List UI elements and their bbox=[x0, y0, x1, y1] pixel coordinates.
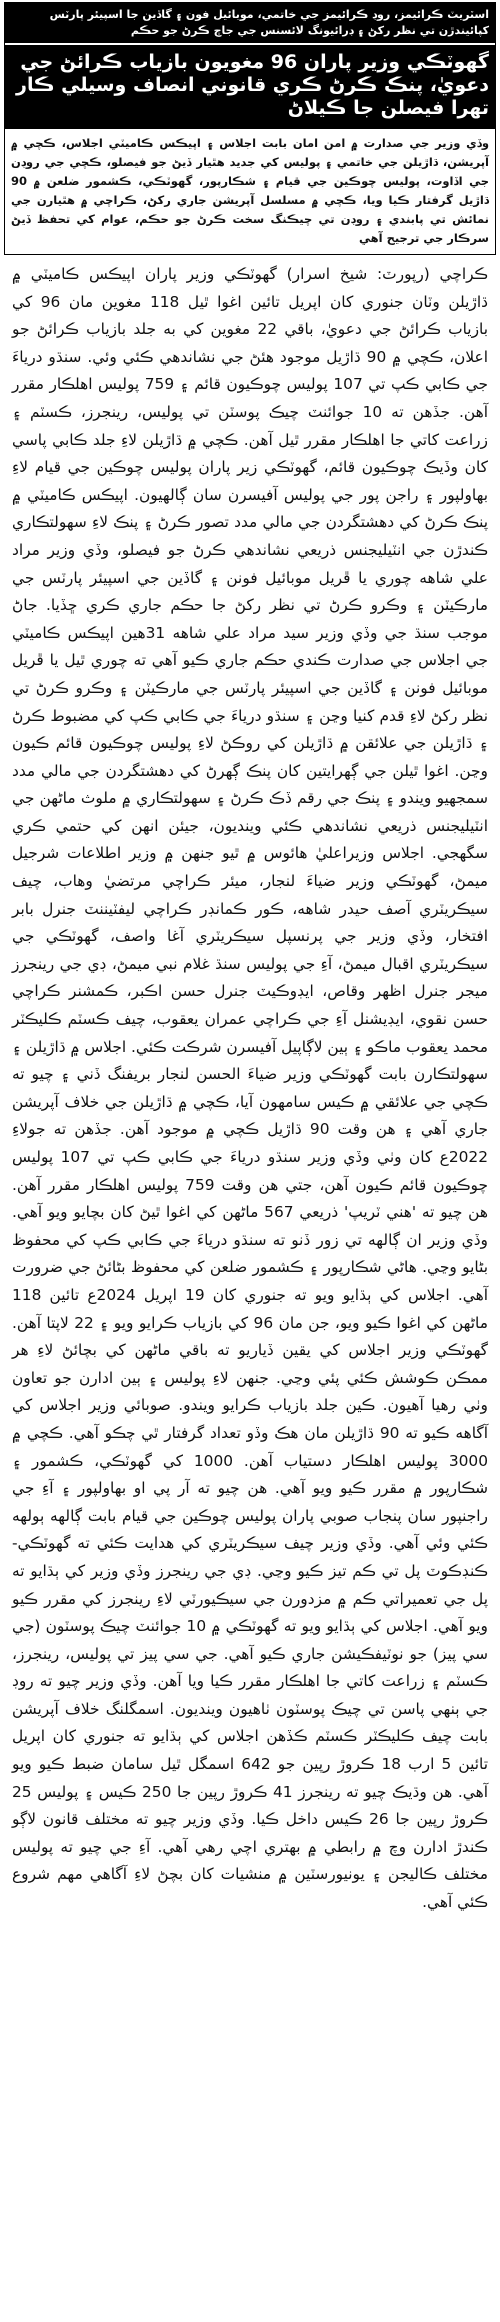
article-body bbox=[4, 255, 496, 1917]
article-header bbox=[4, 2, 496, 255]
article-headline: گهوٽڪي وزير پاران 96 مغويون بازياب ڪرائڻ جي دعويٰ، پنڪ ڪرڻ ڪري قانوني انصاف وسيلي ڪار تهرا فيصلن جا ڪيلاڻ bbox=[5, 43, 495, 127]
article-kicker: اسٽريٽ ڪرائيمز، روڊ ڪرائيمز جي خاتمي، موبائيل فون ۽ گاڏين جا اسپيئر پارٽس کپائيندڙن تي نظر رکڻ ۽ ڊرائيونگ لائسنس جي جاچ ڪرڻ جو حڪم bbox=[5, 3, 495, 43]
article-paragraph: ڪراچي (رپورٽ: شيخ اسرار) گهوٽڪي وزير پاران اپيڪس ڪاميٽي ۾ ڌاڙيلن وٽان جنوري کان اپريل تائين اغوا ٿيل 118 مغوين مان 96 کي بازياب ڪرائڻ جي دعويٰ، باقي 22 مغوين کي به جلد بازياب ڪرائڻ جو اعلان، ڪچي ۾ 90 ڌاڙيل موجود هئڻ جي نشاندهي ڪئي وئي. سنڌو درياءَ جي ڪابي ڪپ تي 107 پوليس چوڪيون قائم ۽ 759 پوليس اهلڪار مقرر آهن. جڏهن ته 10 جوائنٽ چيڪ پوسٽن تي پوليس، رينجرز، ڪسٽم ۽ زراعت کاتي جا اهلڪار مقرر ٿيل آهن. ڪچي ۾ ڌاڙيلن لاءِ جلد ڪابي پاسي کان وڏيڪ چوڪيون قائم، گهوٽڪي زير پاران پوليس چوڪين جي قيام لاءِ بهاولپور ۽ راجن پور جي پوليس آفيسرن سان ڳالهيون. اپيڪس ڪاميٽي ۾ پنڪ ڪرڻ کي دهشتگردن جي مالي مدد تصور ڪرڻ ۽ پنڪ لاءِ سهولتڪاري ڪندڙن جي انٽيليجنس ذريعي نشاندهي ڪرڻ جو فيصلو، وڏي وزير مراد علي شاهه چوري يا ڦريل موبائيل فونن ۽ گاڏين جي اسپيئر پارٽس جي مارڪيٽن ۽ وڪرو ڪرڻ تي نظر رکڻ جا حڪم جاري ڪري ڇڏيا. جاڻ موجب سنڌ جي وڏي وزير سيد مراد علي شاهه 31هين اپيڪس ڪاميٽي جي اجلاس جي صدارت ڪندي حڪم جاري ڪيو آهي ته چوري ٿيل يا ڦريل موبائيل فونن ۽ گاڏين جي اسپيئر پارٽس جي مارڪيٽن ۽ وڪرو ڪرڻ تي نظر رکڻ لاءِ قدم کنيا وڃن ۽ سنڌو درياءَ جي ڪابي ڪپ کي مضبوط ڪرڻ ۽ ڌاڙيلن جي علائقن ۾ ڌاڙيلن کي روڪڻ لاءِ پوليس چوڪيون قائم ڪيون وڃن. اغوا ٿيلن جي ڳهرايتين کان پنڪ ڳهرڻ کي دهشتگردن جي مالي مدد سمجهيو ويندو ۽ پنڪ جي رقم ڏڪ ڪرڻ ۽ سهولتڪاري ۾ ملوث ماڻهن جي انٽيليجنس ذريعي نشاندهي ڪئي وينديون، جيئن انهن کي حتمي ڪري سگهجي. اجلاس وزيراعليٰ هائوس ۾ ٿيو جنهن ۾ وزير اطلاعات شرجيل ميمڻ، گهوٽڪي وزير ضياءَ لنجار، ميئر ڪراچي مرتضيٰ وهاب، چيف سيڪريٽري آصف حيدر شاهه، ڪور ڪمانڊر ڪراچي ليفٽيننٽ جنرل بابر افتخار، وڏي وزير جي پرنسپل سيڪريٽري آغا واصف، گهوٽڪي جي سيڪريٽري اقبال ميمڻ، آءِ جي پوليس سنڌ غلام نبي ميمڻ، ڊي جي رينجرز ميجر جنرل اظهر وقاص، ايڊوڪيٽ جنرل حسن اڪبر، ڪمشنر ڪراچي حسن نقوي، ايڊيشنل آءِ جي ڪراچي عمران يعقوب، چيف ڪسٽم ڪليڪٽر محمد يعقوب ماڪو ۽ ٻين لاڳاپيل آفيسرن شرڪت ڪئي. اجلاس ۾ ڌاڙيلن ۽ سهولتڪارن بابت گهوٽڪي وزير ضياءَ الحسن لنجار بريفنگ ڏني ۽ چيو ته ڪچي جي علائقي ۾ ڪيس سامهون آيا، ڪچي ۾ ڌاڙيلن جي خلاف آپريشن جاري آهي ۽ هن وقت 90 ڌاڙيل ڪچي ۾ موجود آهن. جڏهن ته جولاءِ 2022ع کان وٺي وڏي وزير سنڌو درياءَ جي ڪابي ڪپ تي 107 پوليس چوڪيون قائم ڪيون آهن، جتي هن وقت 759 پوليس اهلڪار مقرر آهن. هن چيو ته 'هني ٽريپ' ذريعي 567 ماڻهن کي اغوا ٿيڻ کان بچايو ويو آهي. وڏي وزير ان ڳالهه تي زور ڏنو ته سنڌو درياءَ جي ڪابي ڪپ کي محفوظ بڻايو وڃي. هاڻي شڪارپور ۽ ڪشمور ضلعن کي محفوظ بڻائڻ جي ضرورت آهي. اجلاس کي ٻڌايو ويو ته جنوري کان 19 اپريل 2024ع تائين 118 ماڻهن کي اغوا ڪيو ويو، جن مان 96 کي بازياب ڪرايو ويو ۽ 22 لاپتا آهن. گهوٽڪي وزير اجلاس کي يقين ڏياريو ته باقي ماڻهن کي بچائڻ لاءِ هر ممڪن ڪوشش ڪئي پئي وڃي. جنهن لاءِ پوليس ۽ ٻين ادارن جو تعاون وٺي رهيا آهيون. ڪين جلد بازياب ڪرايو ويندو. صوبائي وزير اجلاس کي آگاهه ڪيو ته 90 ڌاڙيلن مان هڪ وڏو تعداد گرفتار ٿي چڪو آهي. ڪچي ۾ 3000 پوليس اهلڪار دستياب آهن. 1000 کي گهوٽڪي، ڪشمور ۽ شڪارپور ۾ مقرر ڪيو ويو آهي. هن چيو ته آر پي او بهاولپور ۽ آءِ جي راجنپور سان پنجاب صوبي پاران پوليس چوڪين جي قيام بابت ڳالهه ٻولهه ڪئي وئي آهي. وڏي وزير چيف سيڪريٽري کي هدايت ڪئي ته گهوٽڪي- ڪنڊڪوٽ پل تي ڪم تيز ڪيو وڃي. ڊي جي رينجرز وڏي وزير کي ٻڌايو ته پل جي تعميراتي ڪم ۾ مزدورن جي سيڪيورٽي لاءِ رينجرز کي مقرر ڪيو ويو آهي. اجلاس کي ٻڌايو ويو ته گهوٽڪي ۾ 10 جوائنٽ چيڪ پوسٽون (جي سي پيز) جو نوٽيفڪيشن جاري ڪيو آهي. جي سي پيز تي پوليس، رينجرز، ڪسٽم ۽ زراعت کاتي جا اهلڪار مقرر ڪيا ويا آهن. وڏي وزير چيو ته روڊ جي ٻنهي پاسن تي چيڪ پوسٽون ٺاهيون وينديون. اسمگلنگ خلاف آپريشن بابت چيف ڪليڪٽر ڪسٽم ڪڏهن اجلاس کي ٻڌايو ته جنوري کان اپريل تائين 5 ارب 18 ڪروڙ رپين جو 642 اسمگل ٿيل سامان ضبط ڪيو ويو آهي. هن وڌيڪ چيو ته رينجرز 41 ڪروڙ رپين جا 250 ڪيس ۽ پوليس 25 ڪروڙ رپين جا 26 ڪيس داخل ڪيا. وڏي وزير چيو ته مختلف قانون لاڳو ڪندڙ ادارن وچ ۾ رابطي ۾ بهتري اچي رهي آهي. آءِ جي چيو ته پوليس مختلف ڪاليجن ۽ يونيورسٽين ۾ منشيات کان بچڻ لاءِ آگاهي مهم شروع ڪئي آهي. bbox=[12, 265, 489, 1912]
article-subhead: وڏي وزير جي صدارت ۾ امن امان بابت اجلاس ۽ اپيڪس ڪاميٽي اجلاس، ڪچي ۾ آپريشن، ڌاڙيلن جي خاتمي ۽ پوليس کي جديد هٿيار ڏيڻ جو فيصلو، ڪچي جي روڊن جي اڏاوت، پوليس چوڪين جي قيام ۽ شڪارپور، گهوٽڪي، ڪشمور ضلعن ۾ 90 ڌاڙيل گرفتار ڪيا ويا، ڪچي ۾ مسلسل آپريشن جاري رکڻ، ڪراچي ۾ هٿيارن جي نمائش تي پابندي ۽ روڊن تي چيڪنگ سخت ڪرڻ جو حڪم، عوام کي تحفظ ڏيڻ سرڪار جي ترجيح آهي bbox=[5, 127, 495, 254]
